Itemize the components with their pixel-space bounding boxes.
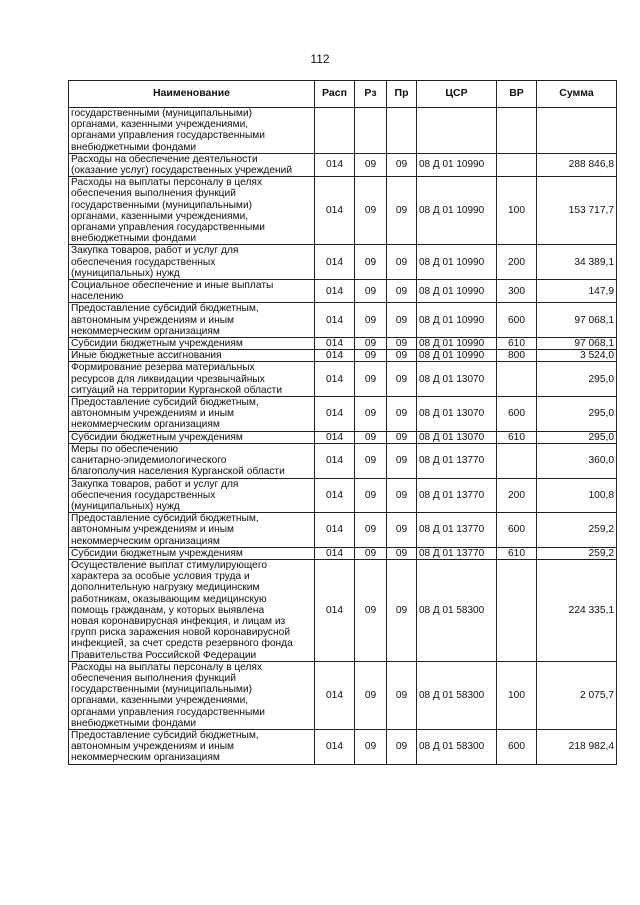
row-csr: 08 Д 01 13770 [417,547,497,559]
row-name-line: Иные бюджетные ассигнования [71,350,222,362]
table-row [69,177,617,245]
row-name [69,397,315,432]
table-row [69,108,617,154]
row-name-line: (муниципальных) нужд [71,267,180,279]
row-rasp: 014 [315,729,355,764]
row-rz: 09 [355,153,387,176]
row-sum: 295,0 [537,362,617,397]
row-name [69,431,315,443]
header-row [69,81,617,108]
row-vr: 610 [497,338,537,350]
row-name-line: обеспечения государственных [71,489,216,501]
row-rasp: 014 [315,478,355,513]
row-rasp: 014 [315,547,355,559]
row-name-line: новая коронавирусная инфекция, и лицам из [71,615,286,627]
table-row [69,513,617,548]
row-rz: 09 [355,177,387,245]
row-name [69,350,315,362]
row-rz: 09 [355,397,387,432]
row-pr: 09 [387,559,417,661]
row-pr: 09 [387,245,417,280]
row-name-line: Закупка товаров, работ и услуг для [71,478,239,490]
row-vr: 200 [497,245,537,280]
row-name-line: Субсидии бюджетным учреждениям [71,547,243,559]
row-sum: 3 524,0 [537,350,617,362]
row-rz: 09 [355,280,387,303]
header-sum: Сумма [537,81,617,108]
table-row [69,153,617,176]
row-sum: 259,2 [537,513,617,548]
row-vr [497,153,537,176]
row-name-line: некоммерческим организациям [71,325,220,337]
row-name-line: ресурсов для ликвидации чрезвычайных [71,373,265,385]
header-vr: ВР [497,81,537,108]
table-row [69,478,617,513]
row-csr: 08 Д 01 10990 [417,350,497,362]
row-name-line: органами, казенными учреждениями, [71,210,249,222]
row-vr: 800 [497,350,537,362]
row-name-line: некоммерческим организациям [71,419,220,431]
row-name [69,362,315,397]
row-sum: 288 846,8 [537,153,617,176]
row-vr: 610 [497,547,537,559]
row-pr: 09 [387,280,417,303]
row-name-line: Осуществление выплат стимулирующего [71,559,267,571]
row-csr: 08 Д 01 10990 [417,245,497,280]
row-name-line: автономным учреждениям и иным [71,741,235,753]
table-row [69,303,617,338]
row-rasp: 014 [315,245,355,280]
row-name [69,303,315,338]
row-name-line: работникам, оказывающим медицинскую [71,593,267,605]
row-name-line: автономным учреждениям и иным [71,408,235,420]
row-rasp: 014 [315,362,355,397]
row-name-line: Закупка товаров, работ и услуг для [71,245,239,257]
header-csr: ЦСР [417,81,497,108]
row-csr: 08 Д 01 13070 [417,431,497,443]
row-sum: 224 335,1 [537,559,617,661]
row-csr: 08 Д 01 10990 [417,280,497,303]
row-name-line: государственными (муниципальными) [71,684,253,696]
row-pr: 09 [387,153,417,176]
row-name [69,729,315,764]
row-name [69,478,315,513]
row-csr: 08 Д 01 13770 [417,513,497,548]
row-rz: 09 [355,362,387,397]
row-name [69,661,315,729]
row-pr: 09 [387,443,417,478]
header-rz: Рз [355,81,387,108]
row-sum: 360,0 [537,443,617,478]
row-pr: 09 [387,547,417,559]
row-sum: 295,0 [537,431,617,443]
row-vr: 610 [497,431,537,443]
row-name-line: Предоставление субсидий бюджетным, [71,397,259,409]
row-pr: 09 [387,350,417,362]
row-pr: 09 [387,513,417,548]
row-rz: 09 [355,245,387,280]
row-name-line: государственными (муниципальными) [71,108,253,119]
row-name-line: Социальное обеспечение и иные выплаты [71,280,274,292]
row-rz: 09 [355,513,387,548]
table-row [69,547,617,559]
row-vr: 600 [497,513,537,548]
table-row [69,729,617,764]
row-rz: 09 [355,338,387,350]
row-name-line: Расходы на обеспечение деятельности [71,153,258,165]
row-name-line: автономным учреждениям и иным [71,524,235,536]
row-name-line: характера за особые условия труда и [71,571,250,583]
row-csr: 08 Д 01 10990 [417,177,497,245]
row-vr: 300 [497,280,537,303]
row-name-line: обеспечения выполнения функций [71,672,236,684]
row-pr: 09 [387,303,417,338]
row-rz: 09 [355,661,387,729]
row-sum: 34 389,1 [537,245,617,280]
row-pr: 09 [387,177,417,245]
row-name-line: Формирование резерва материальных [71,362,255,374]
row-name [69,153,315,176]
row-rz: 09 [355,303,387,338]
row-name [69,280,315,303]
row-rasp: 014 [315,303,355,338]
row-name-line: Субсидии бюджетным учреждениям [71,338,243,350]
table-row [69,350,617,362]
row-vr: 600 [497,397,537,432]
row-pr: 09 [387,729,417,764]
row-name-line: внебюджетными фондами [71,141,197,153]
table-body [69,108,617,765]
row-pr: 09 [387,661,417,729]
row-rz: 09 [355,350,387,362]
row-sum: 295,0 [537,397,617,432]
row-name-line: Правительства Российской Федерации [71,649,257,661]
row-name [69,547,315,559]
row-name-line: Предоставление субсидий бюджетным, [71,729,259,741]
row-name-line: внебюджетными фондами [71,717,197,729]
row-sum: 218 982,4 [537,729,617,764]
row-vr: 600 [497,729,537,764]
row-rasp: 014 [315,177,355,245]
row-rasp: 014 [315,431,355,443]
row-name-line: обеспечения выполнения функций [71,188,236,200]
row-name-line: благополучия населения Курганской области [71,466,285,478]
table-row [69,431,617,443]
row-rasp: 014 [315,513,355,548]
table-row [69,338,617,350]
row-csr: 08 Д 01 58300 [417,661,497,729]
row-pr: 09 [387,362,417,397]
row-name-line: Меры по обеспечению [71,443,179,455]
row-pr [387,108,417,154]
page-number: 112 [310,52,330,66]
row-csr: 08 Д 01 13070 [417,397,497,432]
row-name-line: внебюджетными фондами [71,233,197,245]
row-vr [497,443,537,478]
row-sum: 259,2 [537,547,617,559]
row-csr: 08 Д 01 10990 [417,303,497,338]
row-name-line: автономным учреждениям и иным [71,314,235,326]
row-vr [497,108,537,154]
row-rasp: 014 [315,153,355,176]
table-row [69,559,617,661]
header-name: Наименование [69,81,315,108]
row-sum: 97 068,1 [537,338,617,350]
table-row [69,443,617,478]
row-pr: 09 [387,478,417,513]
row-name-line: некоммерческим организациям [71,752,220,764]
row-name [69,338,315,350]
row-name-line: инфекцией, за счет средств резервного фонда [71,638,293,650]
row-name-line: Расходы на выплаты персоналу в целях [71,177,263,189]
row-name-line: органами управления государственными [71,130,265,142]
row-csr: 08 Д 01 13070 [417,362,497,397]
row-csr: 08 Д 01 10990 [417,153,497,176]
row-csr [417,108,497,154]
row-sum: 153 717,7 [537,177,617,245]
row-csr: 08 Д 01 10990 [417,338,497,350]
row-vr [497,362,537,397]
row-name [69,108,315,154]
budget-table [68,80,617,765]
row-name-line: населению [71,291,124,303]
row-name [69,513,315,548]
row-vr: 100 [497,177,537,245]
row-name-line: групп риска заражения новой коронавирусной [71,627,291,639]
row-vr: 200 [497,478,537,513]
row-csr: 08 Д 01 58300 [417,729,497,764]
row-sum: 2 075,7 [537,661,617,729]
row-name-line: обеспечения государственных [71,256,216,268]
row-rz: 09 [355,431,387,443]
row-name-line: санитарно-эпидемиологического [71,455,227,467]
row-vr [497,559,537,661]
row-name [69,443,315,478]
row-rz: 09 [355,559,387,661]
row-name [69,245,315,280]
row-name-line: Предоставление субсидий бюджетным, [71,303,259,315]
row-rasp: 014 [315,350,355,362]
row-name-line: органами управления государственными [71,222,265,234]
row-name-line: органами, казенными учреждениями, [71,119,249,131]
row-name-line: Субсидии бюджетным учреждениям [71,431,243,443]
row-name-line: ситуаций на территории Курганской области [71,384,283,396]
row-rasp: 014 [315,397,355,432]
row-name-line: органами управления государственными [71,706,265,718]
row-rasp: 014 [315,443,355,478]
row-rz: 09 [355,478,387,513]
row-name-line: дополнительную нагрузку медицинским [71,582,260,594]
table-row [69,397,617,432]
row-name-line: государственными (муниципальными) [71,199,253,211]
row-csr: 08 Д 01 58300 [417,559,497,661]
row-rasp: 014 [315,559,355,661]
row-pr: 09 [387,397,417,432]
row-csr: 08 Д 01 13770 [417,478,497,513]
row-rasp [315,108,355,154]
row-rz: 09 [355,443,387,478]
row-name [69,177,315,245]
row-sum: 97 068,1 [537,303,617,338]
row-rz: 09 [355,547,387,559]
row-pr: 09 [387,431,417,443]
row-rz [355,108,387,154]
table-row [69,280,617,303]
table-row [69,661,617,729]
row-sum: 147,9 [537,280,617,303]
row-name [69,559,315,661]
row-name-line: органами, казенными учреждениями, [71,695,249,707]
table-row [69,362,617,397]
row-name-line: (оказание услуг) государственных учреждений [71,165,293,177]
row-rasp: 014 [315,338,355,350]
row-pr: 09 [387,338,417,350]
header-pr: Пр [387,81,417,108]
row-rasp: 014 [315,280,355,303]
row-rasp: 014 [315,661,355,729]
row-sum [537,108,617,154]
row-vr: 600 [497,303,537,338]
row-name-line: Расходы на выплаты персоналу в целях [71,661,263,673]
row-name-line: Предоставление субсидий бюджетным, [71,513,259,525]
row-sum: 100,8 [537,478,617,513]
row-rz: 09 [355,729,387,764]
header-rasp: Расп [315,81,355,108]
row-vr: 100 [497,661,537,729]
table-row [69,245,617,280]
row-name-line: некоммерческим организациям [71,535,220,547]
row-csr: 08 Д 01 13770 [417,443,497,478]
row-name-line: (муниципальных) нужд [71,500,180,512]
row-name-line: помощь гражданам, у которых выявлена [71,604,265,616]
